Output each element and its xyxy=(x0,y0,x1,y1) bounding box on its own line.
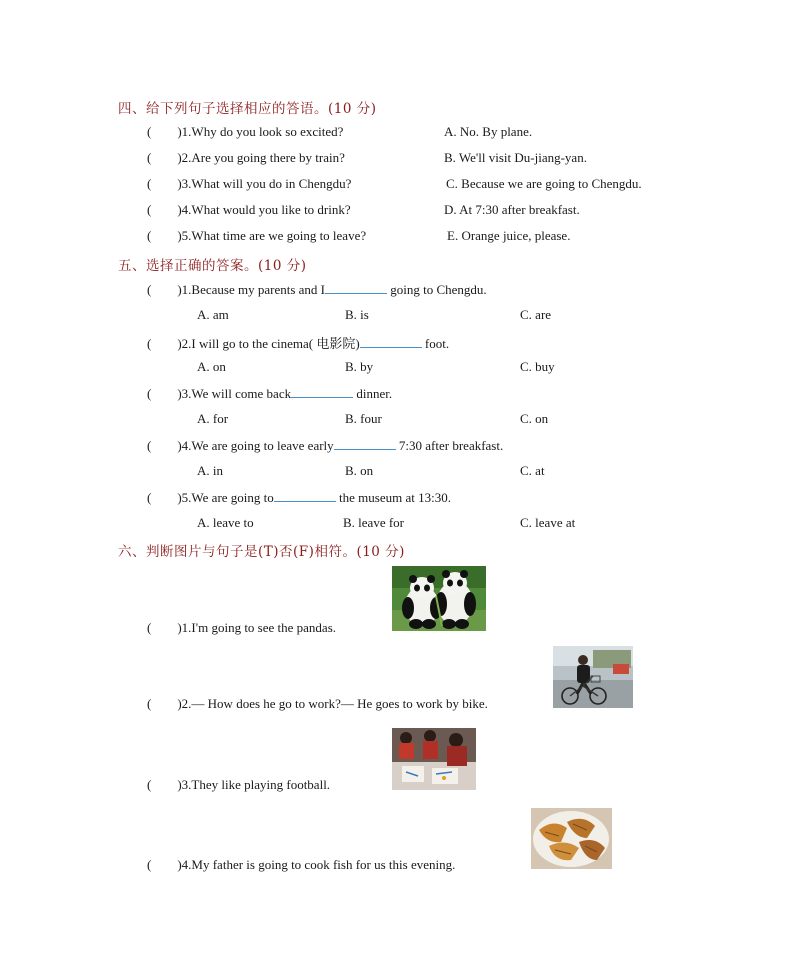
statement-text: )1.I'm going to see the pandas. xyxy=(177,620,337,635)
statement-row xyxy=(147,696,488,712)
option-b: B. leave for xyxy=(343,515,405,530)
option-a: A. am xyxy=(197,307,229,322)
fill-blank[interactable] xyxy=(291,385,353,398)
question-row xyxy=(147,228,366,244)
answer-option: D. At 7:30 after breakfast. xyxy=(444,202,580,217)
question-text-tail: 7:30 after breakfast. xyxy=(398,438,504,453)
answer-paren[interactable]: ( xyxy=(147,336,178,351)
answer-paren[interactable]: ( ) xyxy=(147,124,182,139)
answer-paren[interactable]: ( ) xyxy=(147,228,182,243)
question-text-tail: going to Chengdu. xyxy=(390,282,487,297)
answer-paren[interactable]: ( xyxy=(147,282,178,297)
option-c: C. on xyxy=(520,411,549,426)
option-b: B. on xyxy=(345,463,374,478)
question-text: )1.Because my parents and I xyxy=(177,282,325,297)
answer-paren[interactable]: ( xyxy=(147,857,178,872)
statement-text: )2.— How does he go to work?— He goes to work by bike. xyxy=(177,696,488,711)
question-text-tail: dinner. xyxy=(356,386,393,401)
statement-text: )4.My father is going to cook fish for us this evening. xyxy=(177,857,456,872)
question-row xyxy=(147,176,351,192)
question-row xyxy=(147,489,451,506)
section-5-title: 五、选择正确的答案。(10 分) xyxy=(118,258,307,274)
fried-fish-photo xyxy=(531,808,612,869)
fill-blank[interactable] xyxy=(334,437,396,450)
question-row xyxy=(147,281,487,298)
fill-blank[interactable] xyxy=(274,489,336,502)
option-a: A. on xyxy=(197,359,226,374)
answer-paren[interactable]: ( ) xyxy=(147,150,182,165)
option-c: C. at xyxy=(520,463,545,478)
question-text: 5.What time are we going to leave? xyxy=(181,228,367,243)
question-text: )2.I will go to the cinema( 电影院) xyxy=(177,336,360,351)
answer-option: C. Because we are going to Chengdu. xyxy=(446,176,642,191)
option-a: A. for xyxy=(197,411,229,426)
option-c: C. buy xyxy=(520,359,555,374)
answer-paren[interactable]: ( xyxy=(147,777,178,792)
option-c: C. are xyxy=(520,307,552,322)
answer-paren[interactable]: ( xyxy=(147,696,178,711)
option-c: C. leave at xyxy=(520,515,576,530)
fill-blank[interactable] xyxy=(360,335,422,348)
question-text: )5.We are going to xyxy=(177,490,274,505)
option-b: B. by xyxy=(345,359,374,374)
answer-option: E. Orange juice, please. xyxy=(447,228,571,243)
statement-row xyxy=(147,620,336,636)
children-drawing-photo xyxy=(392,728,476,790)
answer-paren[interactable]: ( xyxy=(147,386,178,401)
option-b: B. four xyxy=(345,411,382,426)
question-text-tail: the museum at 13:30. xyxy=(339,490,451,505)
answer-paren[interactable]: ( xyxy=(147,438,178,453)
answer-option: B. We'll visit Du-jiang-yan. xyxy=(444,150,587,165)
question-text: 3.What will you do in Chengdu? xyxy=(181,176,352,191)
man-on-bike-photo xyxy=(553,646,633,708)
question-text: 2.Are you going there by train? xyxy=(181,150,345,165)
option-b: B. is xyxy=(345,307,369,322)
question-text: )4.We are going to leave early xyxy=(177,438,334,453)
question-row xyxy=(147,385,392,402)
question-text: )3.We will come back xyxy=(177,386,292,401)
section-6-title: 六、判断图片与句子是(T)否(F)相符。(10 分) xyxy=(118,544,405,560)
statement-row xyxy=(147,777,330,793)
statement-row xyxy=(147,857,455,873)
option-a: A. leave to xyxy=(197,515,254,530)
answer-paren[interactable]: ( ) xyxy=(147,202,182,217)
question-text-tail: foot. xyxy=(424,336,450,351)
section-4-title: 四、给下列句子选择相应的答语。(10 分) xyxy=(118,101,377,117)
answer-paren[interactable]: ( xyxy=(147,620,178,635)
question-row xyxy=(147,150,345,166)
question-row xyxy=(147,333,449,352)
question-text: 1.Why do you look so excited? xyxy=(181,124,344,139)
answer-option: A. No. By plane. xyxy=(444,124,533,139)
pandas-photo xyxy=(392,566,486,631)
fill-blank[interactable] xyxy=(325,281,387,294)
question-row xyxy=(147,202,351,218)
option-a: A. in xyxy=(197,463,223,478)
statement-text: )3.They like playing football. xyxy=(177,777,331,792)
question-row xyxy=(147,124,343,140)
answer-paren[interactable]: ( xyxy=(147,490,178,505)
question-text: 4.What would you like to drink? xyxy=(181,202,351,217)
question-row xyxy=(147,437,503,454)
answer-paren[interactable]: ( ) xyxy=(147,176,182,191)
